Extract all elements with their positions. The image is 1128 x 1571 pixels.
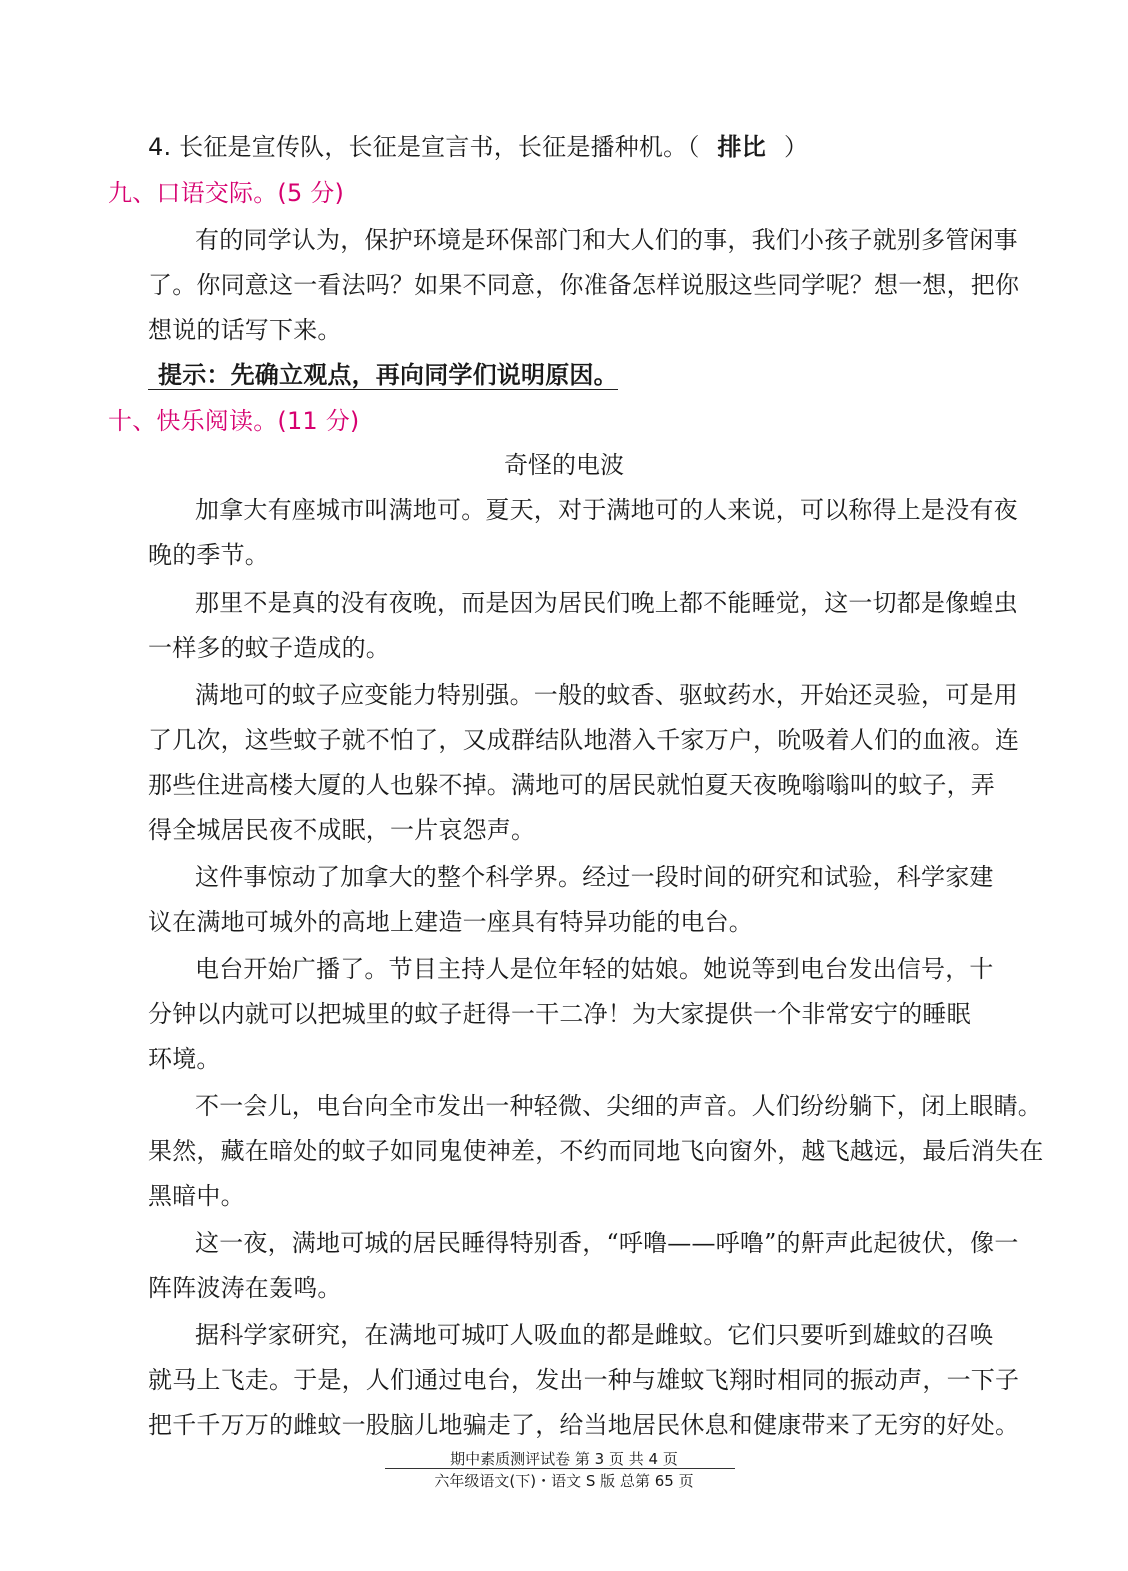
article-line: 了几次，这些蚊子就不怕了，又成群结队地潜入千家万户，吮吸着人们的血液。连 (148, 726, 1020, 754)
article-line: 晚的季节。 (148, 541, 269, 569)
article-line: 一样多的蚊子造成的。 (148, 634, 390, 662)
article-line: 把千千万万的雌蚊一股脑儿地骗走了，给当地居民休息和健康带来了无穷的好处。 (148, 1411, 1020, 1439)
article-line: 这一夜，满地可城的居民睡得特别香，“呼噜——呼噜”的鼾声此起彼伏，像一 (195, 1229, 1019, 1257)
article-line: 阵阵波涛在轰鸣。 (148, 1274, 342, 1302)
article-line: 那里不是真的没有夜晚，而是因为居民们晚上都不能睡觉，这一切都是像蝗虫 (195, 589, 1018, 617)
section-9-heading: 九、口语交际。(5 分) (108, 179, 345, 207)
article-line: 加拿大有座城市叫满地可。夏天，对于满地可的人来说，可以称得上是没有夜 (195, 496, 1018, 524)
hint-text: 提示：先确立观点，再向同学们说明原因。 (158, 361, 618, 389)
article-line: 黑暗中。 (148, 1182, 245, 1210)
section-9-line: 有的同学认为，保护环境是环保部门和大人们的事，我们小孩子就别多管闲事 (195, 226, 1018, 254)
footer-book-info: 六年级语文(下)・语文 S 版 总第 65 页 (434, 1472, 694, 1490)
article-line: 分钟以内就可以把城里的蚊子赶得一干二净！为大家提供一个非常安宁的睡眠 (148, 1000, 971, 1028)
article-line: 果然，藏在暗处的蚊子如同鬼使神差，不约而同地飞向窗外，越飞越远，最后消失在 (148, 1137, 1044, 1165)
article-line: 环境。 (148, 1045, 221, 1073)
article-line: 得全城居民夜不成眠，一片哀怨声。 (148, 816, 536, 844)
article-line: 据科学家研究，在满地可城叮人吸血的都是雌蚊。它们只要听到雄蚊的召唤 (195, 1321, 994, 1349)
section-9-line: 想说的话写下来。 (148, 316, 342, 344)
section-10-heading: 十、快乐阅读。(11 分) (108, 407, 360, 435)
article-line: 不一会儿，电台向全市发出一种轻微、尖细的声音。人们纷纷躺下，闭上眼睛。 (195, 1092, 1042, 1120)
question-4-close: ） (783, 133, 809, 161)
article-line: 这件事惊动了加拿大的整个科学界。经过一段时间的研究和试验，科学家建 (195, 863, 994, 891)
footer-page-info: 期中素质测评试卷 第 3 页 共 4 页 (450, 1450, 678, 1468)
section-9-line: 了。你同意这一看法吗？如果不同意，你准备怎样说服这些同学呢？想一想，把你 (148, 271, 1020, 299)
article-line: 议在满地可城外的高地上建造一座具有特异功能的电台。 (148, 908, 753, 936)
article-line: 满地可的蚊子应变能力特别强。一般的蚊香、驱蚊药水，开始还灵验，可是用 (195, 681, 1018, 709)
hint-underline (148, 389, 618, 390)
question-4-text: 4. 长征是宣传队，长征是宣言书，长征是播种机。（ (148, 133, 700, 161)
question-4-answer: 排比 (717, 133, 766, 161)
article-line: 就马上飞走。于是，人们通过电台，发出一种与雄蚊飞翔时相同的振动声，一下子 (148, 1366, 1020, 1394)
article-line: 那些住进高楼大厦的人也躲不掉。满地可的居民就怕夏天夜晚嗡嗡叫的蚊子，弄 (148, 771, 995, 799)
footer-divider (385, 1468, 735, 1469)
article-line: 电台开始广播了。节目主持人是位年轻的姑娘。她说等到电台发出信号，十 (195, 955, 994, 983)
question-4 (148, 130, 808, 164)
article-title: 奇怪的电波 (504, 451, 624, 479)
